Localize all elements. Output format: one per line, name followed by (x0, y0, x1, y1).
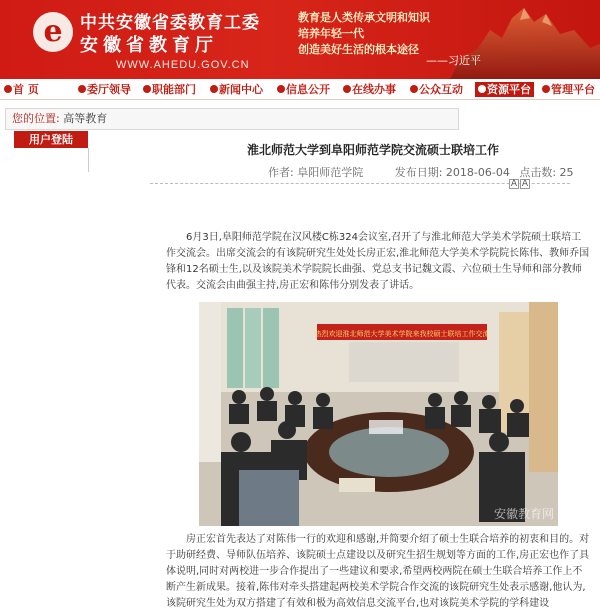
article-date: 发布日期: 2018-06-04 (394, 166, 510, 179)
nav-item-interaction[interactable]: 公众互动 (410, 82, 463, 97)
nav-item-resources[interactable]: 资源平台 (475, 82, 534, 97)
article-paragraph: 房正宏首先表达了对陈伟一行的欢迎和感谢,并简要介绍了硕士生联合培养的初衷和目的。对于助研经费、导师队伍培养、该院硕士点建设以及研究生招生规划等方面的工作,房正宏也作了具体说明,同时对两校进一步合作提出了一些建议和要求,希望两校两院在硕士生联合培养工作上不断产生新成果。接着,陈伟对牵头搭建起两校美术学院合作交流的该院研究生处表示感谢,他认为,该院研究生处为双方搭建了有效和极为高效信息交流平台,也对该院美术学院的学科建设 (166, 534, 590, 609)
motto-line: 教育是人类传承文明和知识 (298, 11, 430, 24)
info-icon (277, 85, 285, 93)
nav-item-departments[interactable]: 职能部门 (143, 82, 196, 97)
motto-line: 培养年轻一代 (298, 27, 364, 40)
article-paragraph: 6月3日,阜阳师范学院在汉风楼C栋324会议室,召开了与淮北师范大学美术学院硕士联培工作交流会。出席交流会的有该院研究生处处长房正宏,淮北师范大学美术学院院长陈伟、教师乔国锋和12名硕士生,以及该院美术学院院长曲强、党总支书记魏文霞、六位硕士生导师和部分教师代表。交流会由曲强主持,房正宏和陈伟分别发表了讲话。 (166, 232, 590, 291)
breadcrumb-label: 您的位置: (12, 112, 60, 125)
main-nav (0, 80, 600, 100)
logo-icon[interactable]: e (33, 12, 73, 52)
org-name-line1: 中共安徽省委教育工委 (80, 13, 260, 33)
department-icon (143, 85, 151, 93)
font-small-button[interactable]: A (510, 179, 518, 189)
person-icon (78, 85, 86, 93)
motto-quote (298, 10, 430, 58)
meeting-photo (199, 302, 558, 526)
nav-item-news[interactable]: 新闻中心 (210, 82, 263, 97)
font-large-button[interactable]: A (521, 179, 529, 189)
manage-icon (542, 85, 550, 93)
sidebar-divider (88, 148, 89, 172)
nav-item-management[interactable]: 管理平台 (542, 82, 595, 97)
font-size-controls (509, 179, 531, 189)
article-author: 作者: 阜阳师范学院 (268, 166, 364, 179)
news-icon (210, 85, 218, 93)
article-meta (268, 166, 580, 180)
breadcrumb (5, 108, 459, 130)
photo-watermark: 安徽教育网 (493, 507, 555, 521)
nav-item-home[interactable]: 首 页 (4, 82, 39, 97)
meeting-banner-text: 热烈欢迎淮北师范大学美术学院来我校硕士联培工作交流 (314, 330, 490, 338)
header-banner (0, 0, 600, 79)
motto-author: ——习近平 (426, 54, 481, 67)
article-title: 淮北师范大学到阜阳师范学院交流硕士联培工作 (246, 143, 499, 157)
nav-item-online-service[interactable]: 在线办事 (343, 82, 396, 97)
site-url: WWW.AHEDU.GOV.CN (116, 59, 250, 71)
resource-icon (478, 85, 486, 93)
interaction-icon (410, 85, 418, 93)
org-name-line2: 安徽省教育厅 (80, 35, 218, 56)
breadcrumb-current[interactable]: 高等教育 (63, 112, 108, 125)
service-icon (343, 85, 351, 93)
nav-item-leaders[interactable]: 委厅领导 (78, 82, 131, 97)
meta-divider (150, 183, 570, 184)
article-clicks: 点击数: 25 (519, 166, 574, 179)
nav-item-info[interactable]: 信息公开 (277, 82, 330, 97)
motto-line: 创造美好生活的根本途径 (298, 43, 419, 56)
user-login-button[interactable]: 用户登陆 (14, 131, 88, 148)
home-icon (4, 85, 12, 93)
